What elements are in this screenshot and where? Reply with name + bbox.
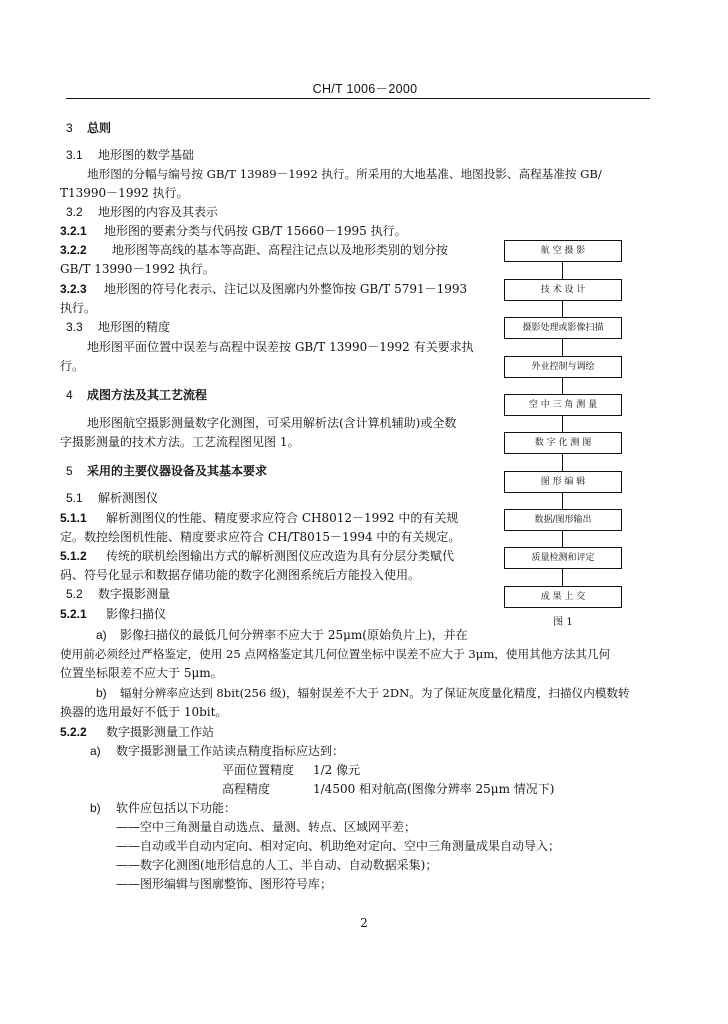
section-title: 成图方法及其工艺流程 [87,388,208,402]
spec-label: 平面位置精度 [222,763,295,777]
section-number: 3.2 [66,205,83,219]
flow-connector [562,338,563,357]
spec-label: 高程精度 [222,782,271,796]
section-number: 3.1 [66,148,83,162]
list-item: ——空中三角测量自动选点、量测、转点、区域网平差； [116,820,417,834]
section-title: 总则 [87,121,112,135]
document-code: CH/T 1006－2000 [312,82,418,96]
section-number: 5.2.1 [60,607,87,621]
section-number: 5.2.2 [60,725,87,739]
paragraph-line: 传统的联机绘图输出方式的解析测图仪应改造为具有分层分类赋代 [106,549,455,563]
paragraph-line: 定。数控绘图机性能、精度要求应符合 CH/T8015－1994 中的有关规定。 [60,530,461,544]
section-number: 5.1.1 [60,511,87,525]
paragraph-line: 换器的选用最好不低于 10bit。 [60,705,228,719]
flow-step: 摄影处理或影像扫描 [504,317,622,339]
list-label: b) [90,801,101,815]
paragraph-line: 软件应包括以下功能： [116,801,237,815]
paragraph-line: 影像扫描仪的最低几何分辨率不应大于 25μm(原始负片上)，并在 [120,628,468,642]
flow-connector [562,453,563,472]
section-title: 数字摄影测量 [98,587,171,601]
spec-value: 1/2 像元 [313,763,361,777]
paragraph-line: 使用前必须经过严格鉴定，使用 25 点网格鉴定其几何位置坐标中误差不应大于 3μm，使用其他方法其几何 [60,647,611,661]
paragraph-line: 位置坐标限差不应大于 5μm。 [60,666,223,680]
paragraph-line: 辐射分辨率应达到 8bit(256 级)，辐射误差不大于 2DN。为了保证灰度量化精度，扫描仪内模数转 [120,686,630,700]
flow-step: 外业控制与调绘 [504,356,622,378]
list-label: a) [96,628,107,642]
paragraph-line: 地形图航空摄影测量数字化测图，可采用解析法(含计算机辅助)或全数 [87,416,457,430]
flow-connector [562,568,563,587]
flow-step: 图 形 编 辑 [504,471,622,493]
paragraph-line: T13990－1992 执行。 [60,186,189,200]
paragraph-line: 地形图的符号化表示、注记以及图廓内外整饰按 GB/T 5791－1993 [104,282,468,296]
list-item: ——图形编辑与图廓整饰、图形符号库； [116,877,333,891]
flow-connector [562,377,563,395]
paragraph-line: 数字摄影测量工作站读点精度指标应达到： [116,744,345,758]
section-title: 地形图的精度 [98,320,171,334]
paragraph-line: GB/T 13990－1992 执行。 [60,262,215,276]
flow-step: 成 果 上 交 [504,586,622,608]
flow-connector [562,492,563,510]
section-number: 3 [66,121,73,135]
flow-step: 空 中 三 角 测 量 [504,394,622,416]
section-number: 3.2.1 [60,224,87,238]
section-number: 3.2.3 [60,282,87,296]
section-title: 采用的主要仪器设备及其基本要求 [87,464,268,478]
page-number: 2 [360,916,368,930]
section-number: 5.1.2 [60,549,87,563]
list-item: ——自动或半自动内定向、相对定向、机助绝对定向、空中三角测量成果自动导入； [116,839,561,853]
section-title: 解析测图仪 [98,491,159,505]
paragraph-line: 地形图的要素分类与代码按 GB/T 15660－1995 执行。 [104,224,407,238]
flow-connector [562,530,563,548]
flow-connector [562,415,563,433]
paragraph-line: 地形图的分幅与编号按 GB/T 13989－1992 执行。所采用的大地基准、地图投影、高程基准按 GB/ [87,167,602,181]
flow-step: 数据/图形输出 [504,509,622,531]
section-title: 影像扫描仪 [106,607,167,621]
section-number: 3.2.2 [60,243,87,257]
section-title: 数字摄影测量工作站 [106,725,215,739]
section-title: 地形图的数学基础 [98,148,195,162]
paragraph-line: 地形图等高线的基本等高距、高程注记点以及地形类别的划分按 [112,243,449,257]
flow-step: 航 空 摄 影 [504,240,622,262]
flow-step: 质量检测和评定 [504,547,622,569]
section-number: 4 [66,388,73,402]
list-label: b) [96,686,107,700]
paragraph-line: 行。 [60,359,85,373]
flow-connector [562,262,563,280]
paragraph-line: 码、符号化显示和数据存储功能的数字化测图系统后方能投入使用。 [60,568,421,582]
section-title: 地形图的内容及其表示 [98,205,219,219]
section-number: 5.2 [66,587,83,601]
spec-value: 1/4500 相对航高(图像分辨率 25μm 情况下) [313,782,555,796]
paragraph-line: 字摄影测量的技术方法。工艺流程图见图 1。 [60,435,300,449]
section-number: 5 [66,464,73,478]
section-number: 5.1 [66,491,83,505]
header-rule [66,98,650,99]
list-item: ——数字化测图(地形信息的人工、半自动、自动数据采集)； [116,858,438,872]
paragraph-line: 解析测图仪的性能、精度要求应符合 CH8012－1992 中的有关规 [106,511,459,525]
flow-connector [562,300,563,318]
paragraph-line: 地形图平面位置中误差与高程中误差按 GB/T 13990－1992 有关要求执 [87,340,474,354]
flow-step: 技 术 设 计 [504,279,622,301]
list-label: a) [90,744,101,758]
flow-step: 数 字 化 测 图 [504,432,622,454]
figure-caption: 图 1 [553,617,573,628]
paragraph-line: 执行。 [60,301,97,315]
section-number: 3.3 [66,320,83,334]
